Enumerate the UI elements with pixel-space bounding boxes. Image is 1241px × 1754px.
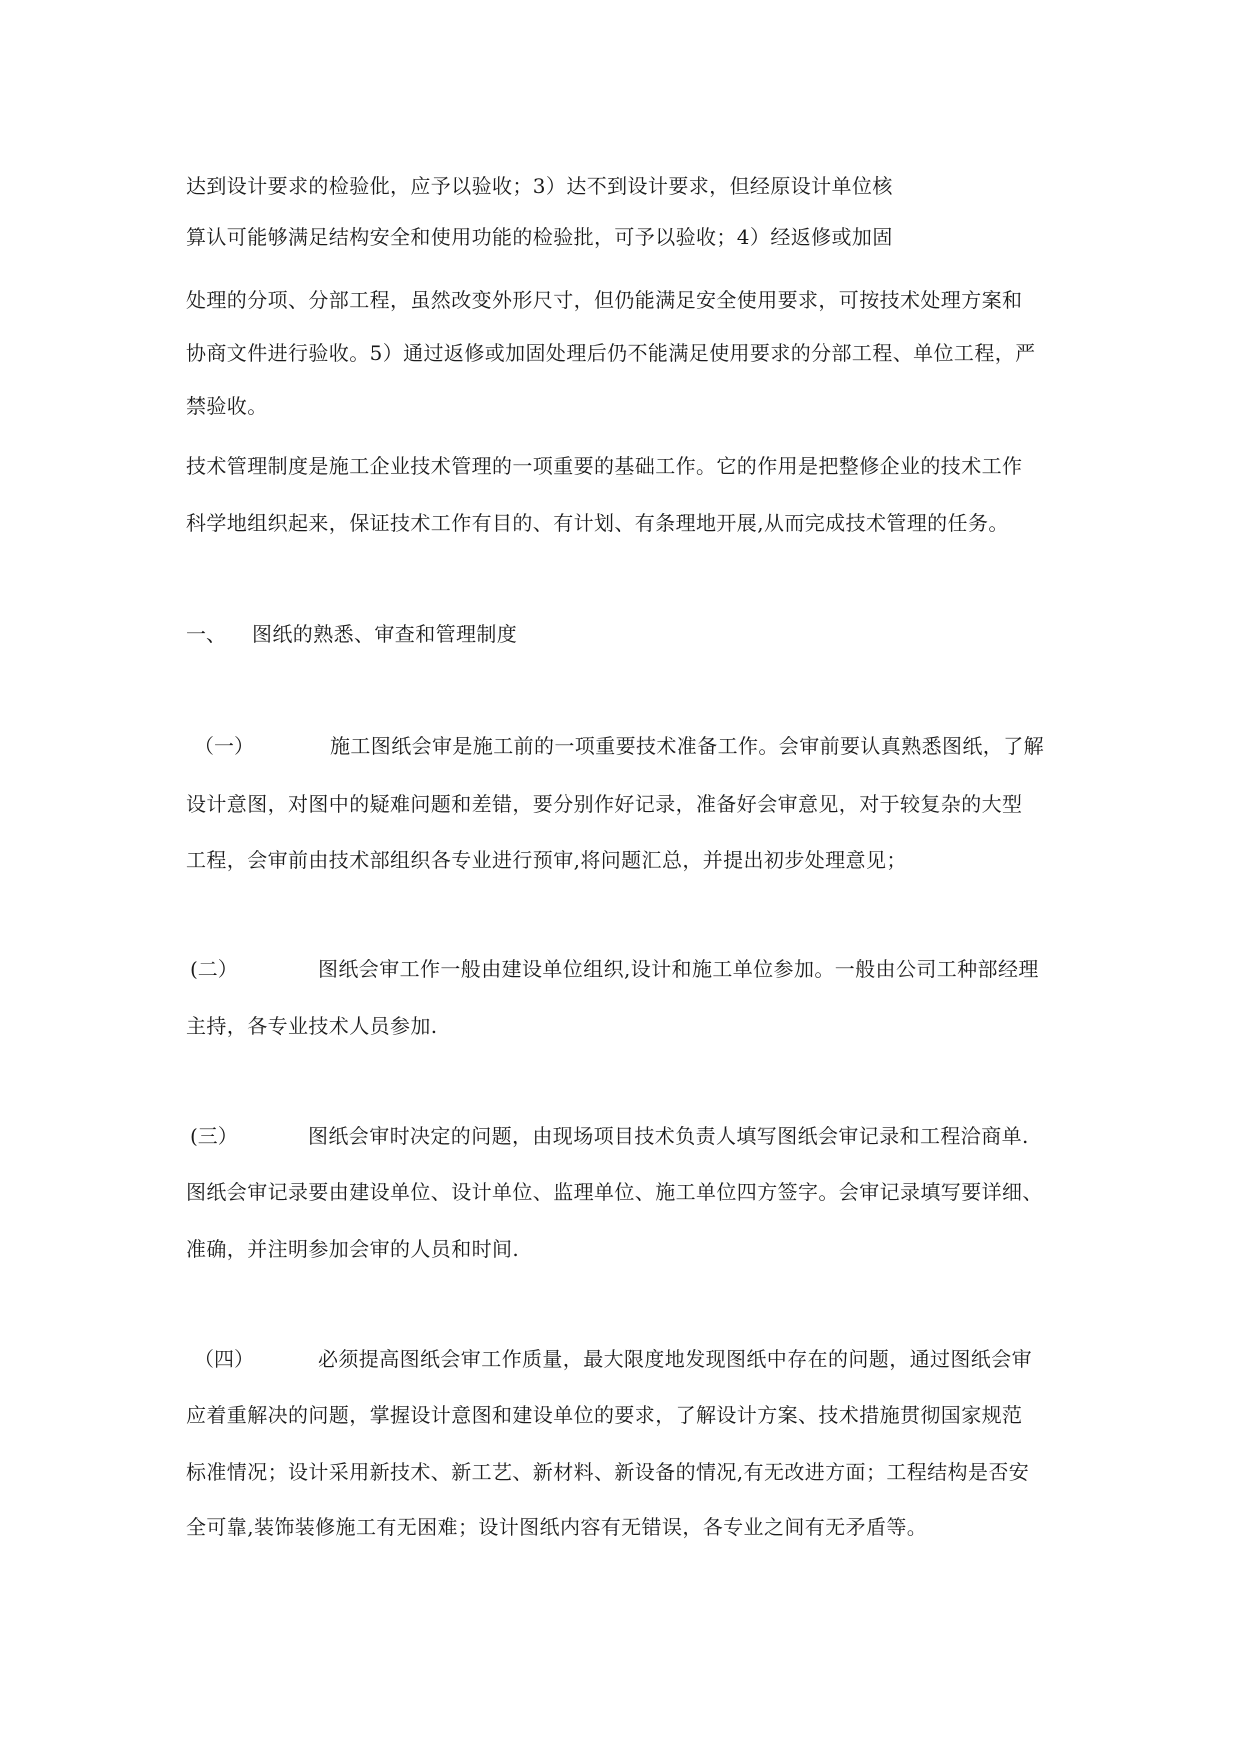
item-1-line-3: 工程，会审前由技术部组织各专业进行预审,将问题汇总，并提出初步处理意见； — [186, 848, 907, 872]
intro-line-5: 禁验收。 — [186, 394, 268, 418]
management-line-1: 技术管理制度是施工企业技术管理的一项重要的基础工作。它的作用是把整修企业的技术工作 — [186, 454, 1023, 478]
item-1-number: （一） — [194, 734, 254, 758]
item-2-line-2: 主持，各专业技术人员参加. — [186, 1014, 438, 1038]
item-2-number: (二） — [190, 957, 238, 981]
item-4-line-3: 标准情况；设计采用新技术、新工艺、新材料、新设备的情况,有无改进方面；工程结构是否安 — [186, 1460, 1030, 1484]
management-line-2: 科学地组织起来，保证技术工作有目的、有计划、有条理地开展,从而完成技术管理的任务。 — [186, 511, 1009, 535]
item-2-line-1: 图纸会审工作一般由建设单位组织,设计和施工单位参加。一般由公司工种部经理 — [318, 957, 1039, 981]
item-4-line-4: 全可靠,装饰装修施工有无困难；设计图纸内容有无错误，各专业之间有无矛盾等。 — [186, 1515, 928, 1539]
intro-line-1: 达到设计要求的检验仳，应予以验收；3）达不到设计要求，但经原设计单位核 — [186, 174, 893, 198]
intro-line-4: 协商文件进行验收。5）通过返修或加固处理后仍不能满足使用要求的分部工程、单位工程，严 — [186, 341, 1036, 365]
intro-line-2: 算认可能够满足结构安全和使用功能的检验批，可予以验收；4）经返修或加固 — [186, 225, 893, 249]
item-4-line-1: 必须提高图纸会审工作质量，最大限度地发现图纸中存在的问题，通过图纸会审 — [318, 1347, 1032, 1371]
item-3-line-1: 图纸会审时决定的问题，由现场项目技术负责人填写图纸会审记录和工程洽商单. — [308, 1124, 1029, 1148]
item-1-line-1: 施工图纸会审是施工前的一项重要技术准备工作。会审前要认真熟悉图纸，了解 — [330, 734, 1044, 758]
item-1-line-2: 设计意图，对图中的疑难问题和差错，要分别作好记录，准备好会审意见，对于较复杂的大型 — [186, 792, 1023, 816]
section-title: 图纸的熟悉、审查和管理制度 — [252, 622, 518, 646]
item-4-line-2: 应着重解决的问题，掌握设计意图和建设单位的要求，了解设计方案、技术措施贯彻国家规范 — [186, 1403, 1023, 1427]
item-4-number: （四） — [194, 1347, 254, 1371]
intro-line-3: 处理的分项、分部工程，虽然改变外形尺寸，但仍能满足安全使用要求，可按技术处理方案和 — [186, 288, 1023, 312]
section-number: 一、 — [186, 622, 226, 646]
item-3-line-2: 图纸会审记录要由建设单位、设计单位、监理单位、施工单位四方签字。会审记录填写要详细、 — [186, 1180, 1043, 1204]
item-3-line-3: 准确，并注明参加会审的人员和时间. — [186, 1237, 520, 1261]
item-3-number: (三） — [190, 1124, 238, 1148]
